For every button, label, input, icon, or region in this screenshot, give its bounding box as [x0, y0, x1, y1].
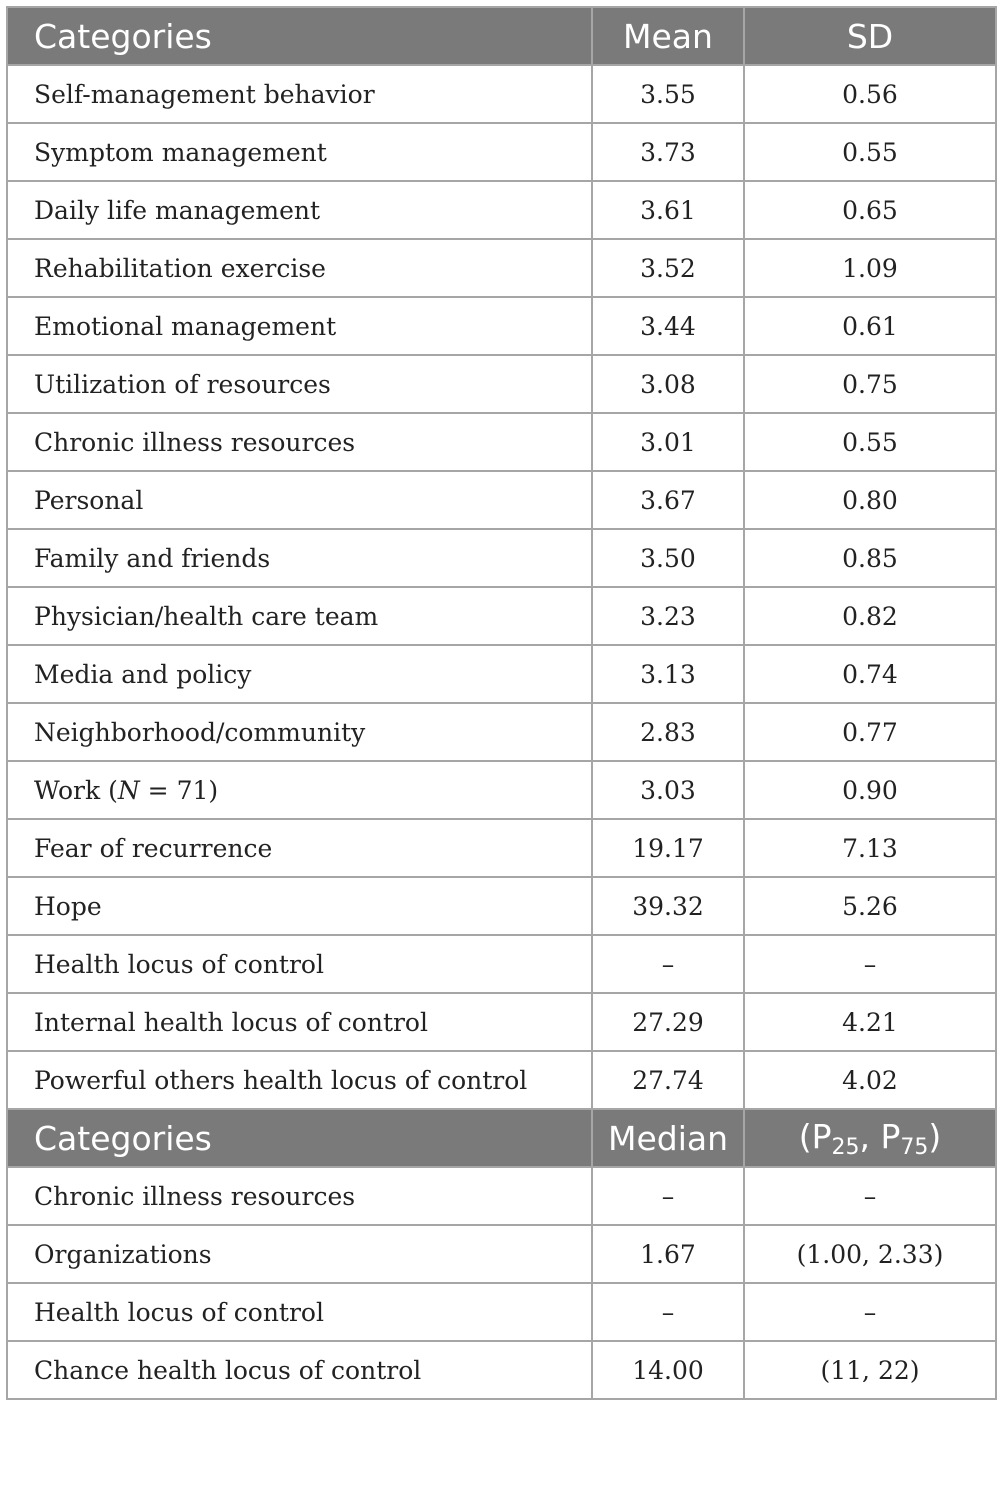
table-row [7, 239, 996, 297]
row-label: Self-management behavior [7, 65, 592, 123]
table-row [7, 703, 996, 761]
row-sd: 0.85 [744, 529, 996, 587]
table-row [7, 877, 996, 935]
row-label: Fear of recurrence [7, 819, 592, 877]
table-row [7, 181, 996, 239]
row-sd: 5.26 [744, 877, 996, 935]
table-row [7, 1225, 996, 1283]
table-row [7, 819, 996, 877]
row-label: Hope [7, 877, 592, 935]
header-categories: Categories [7, 7, 592, 65]
row-label-suffix: = 71) [139, 775, 219, 805]
row-label: Symptom management [7, 123, 592, 181]
row-mean: 19.17 [592, 819, 744, 877]
row-mean: 3.73 [592, 123, 744, 181]
row-label-prefix: Work ( [34, 775, 118, 805]
row-sd: 0.65 [744, 181, 996, 239]
row-mean: 3.67 [592, 471, 744, 529]
row-label: Media and policy [7, 645, 592, 703]
row-sd: 0.77 [744, 703, 996, 761]
row-label: Family and friends [7, 529, 592, 587]
header-percentile-range [744, 1109, 996, 1167]
row-label: Daily life management [7, 181, 592, 239]
row-label: Personal [7, 471, 592, 529]
row-mean: 3.55 [592, 65, 744, 123]
row-mean: 3.44 [592, 297, 744, 355]
row-mean: – [592, 935, 744, 993]
header-categories: Categories [7, 1109, 592, 1167]
row-mean: 3.61 [592, 181, 744, 239]
statistics-table [6, 6, 997, 1400]
row-range: (11, 22) [744, 1341, 996, 1399]
row-median: – [592, 1167, 744, 1225]
row-sd: 0.90 [744, 761, 996, 819]
table-row [7, 1051, 996, 1109]
row-label: Powerful others health locus of control [7, 1051, 592, 1109]
row-sd: 0.55 [744, 123, 996, 181]
row-range: – [744, 1283, 996, 1341]
row-mean: 27.74 [592, 1051, 744, 1109]
row-mean: 3.13 [592, 645, 744, 703]
row-mean: 3.01 [592, 413, 744, 471]
row-range: (1.00, 2.33) [744, 1225, 996, 1283]
row-label: Chronic illness resources [7, 413, 592, 471]
row-sd: 4.02 [744, 1051, 996, 1109]
row-sd: 0.75 [744, 355, 996, 413]
table-row [7, 471, 996, 529]
row-label: Physician/health care team [7, 587, 592, 645]
header-range-sep: , P [859, 1116, 901, 1156]
table-row [7, 1283, 996, 1341]
row-sd: – [744, 935, 996, 993]
row-median: 14.00 [592, 1341, 744, 1399]
row-mean: 3.08 [592, 355, 744, 413]
row-mean: 3.03 [592, 761, 744, 819]
row-sd: 0.61 [744, 297, 996, 355]
row-label: Health locus of control [7, 1283, 592, 1341]
header-row-median-percentiles [7, 1109, 996, 1167]
table-row [7, 587, 996, 645]
table-row [7, 123, 996, 181]
row-median: 1.67 [592, 1225, 744, 1283]
row-label: Rehabilitation exercise [7, 239, 592, 297]
row-label: Internal health locus of control [7, 993, 592, 1051]
row-sd: 0.55 [744, 413, 996, 471]
table-row [7, 761, 996, 819]
table-row [7, 993, 996, 1051]
header-row-mean-sd [7, 7, 996, 65]
header-mean: Mean [592, 7, 744, 65]
row-label [7, 761, 592, 819]
table-row [7, 65, 996, 123]
table-row [7, 413, 996, 471]
row-label: Organizations [7, 1225, 592, 1283]
table-row [7, 529, 996, 587]
table-row [7, 297, 996, 355]
row-range: – [744, 1167, 996, 1225]
row-median: – [592, 1283, 744, 1341]
row-label: Chronic illness resources [7, 1167, 592, 1225]
header-sd: SD [744, 7, 996, 65]
table-row [7, 355, 996, 413]
row-label: Neighborhood/community [7, 703, 592, 761]
row-mean: 3.50 [592, 529, 744, 587]
table-row [7, 935, 996, 993]
row-sd: 0.80 [744, 471, 996, 529]
table-row [7, 1341, 996, 1399]
row-sd: 0.56 [744, 65, 996, 123]
row-mean: 39.32 [592, 877, 744, 935]
row-mean: 2.83 [592, 703, 744, 761]
table-row [7, 645, 996, 703]
row-label: Utilization of resources [7, 355, 592, 413]
row-mean: 3.23 [592, 587, 744, 645]
row-mean: 3.52 [592, 239, 744, 297]
table-row [7, 1167, 996, 1225]
row-sd: 7.13 [744, 819, 996, 877]
header-range-sub-25: 25 [831, 1134, 860, 1160]
row-sd: 4.21 [744, 993, 996, 1051]
row-sd: 1.09 [744, 239, 996, 297]
header-range-open: (P [798, 1116, 832, 1156]
header-range-close: ) [928, 1116, 942, 1156]
row-sd: 0.82 [744, 587, 996, 645]
row-sd: 0.74 [744, 645, 996, 703]
row-label: Health locus of control [7, 935, 592, 993]
header-median: Median [592, 1109, 744, 1167]
row-label: Emotional management [7, 297, 592, 355]
row-label-italic-n: N [117, 775, 140, 805]
row-mean: 27.29 [592, 993, 744, 1051]
row-label: Chance health locus of control [7, 1341, 592, 1399]
header-range-sub-75: 75 [900, 1134, 929, 1160]
